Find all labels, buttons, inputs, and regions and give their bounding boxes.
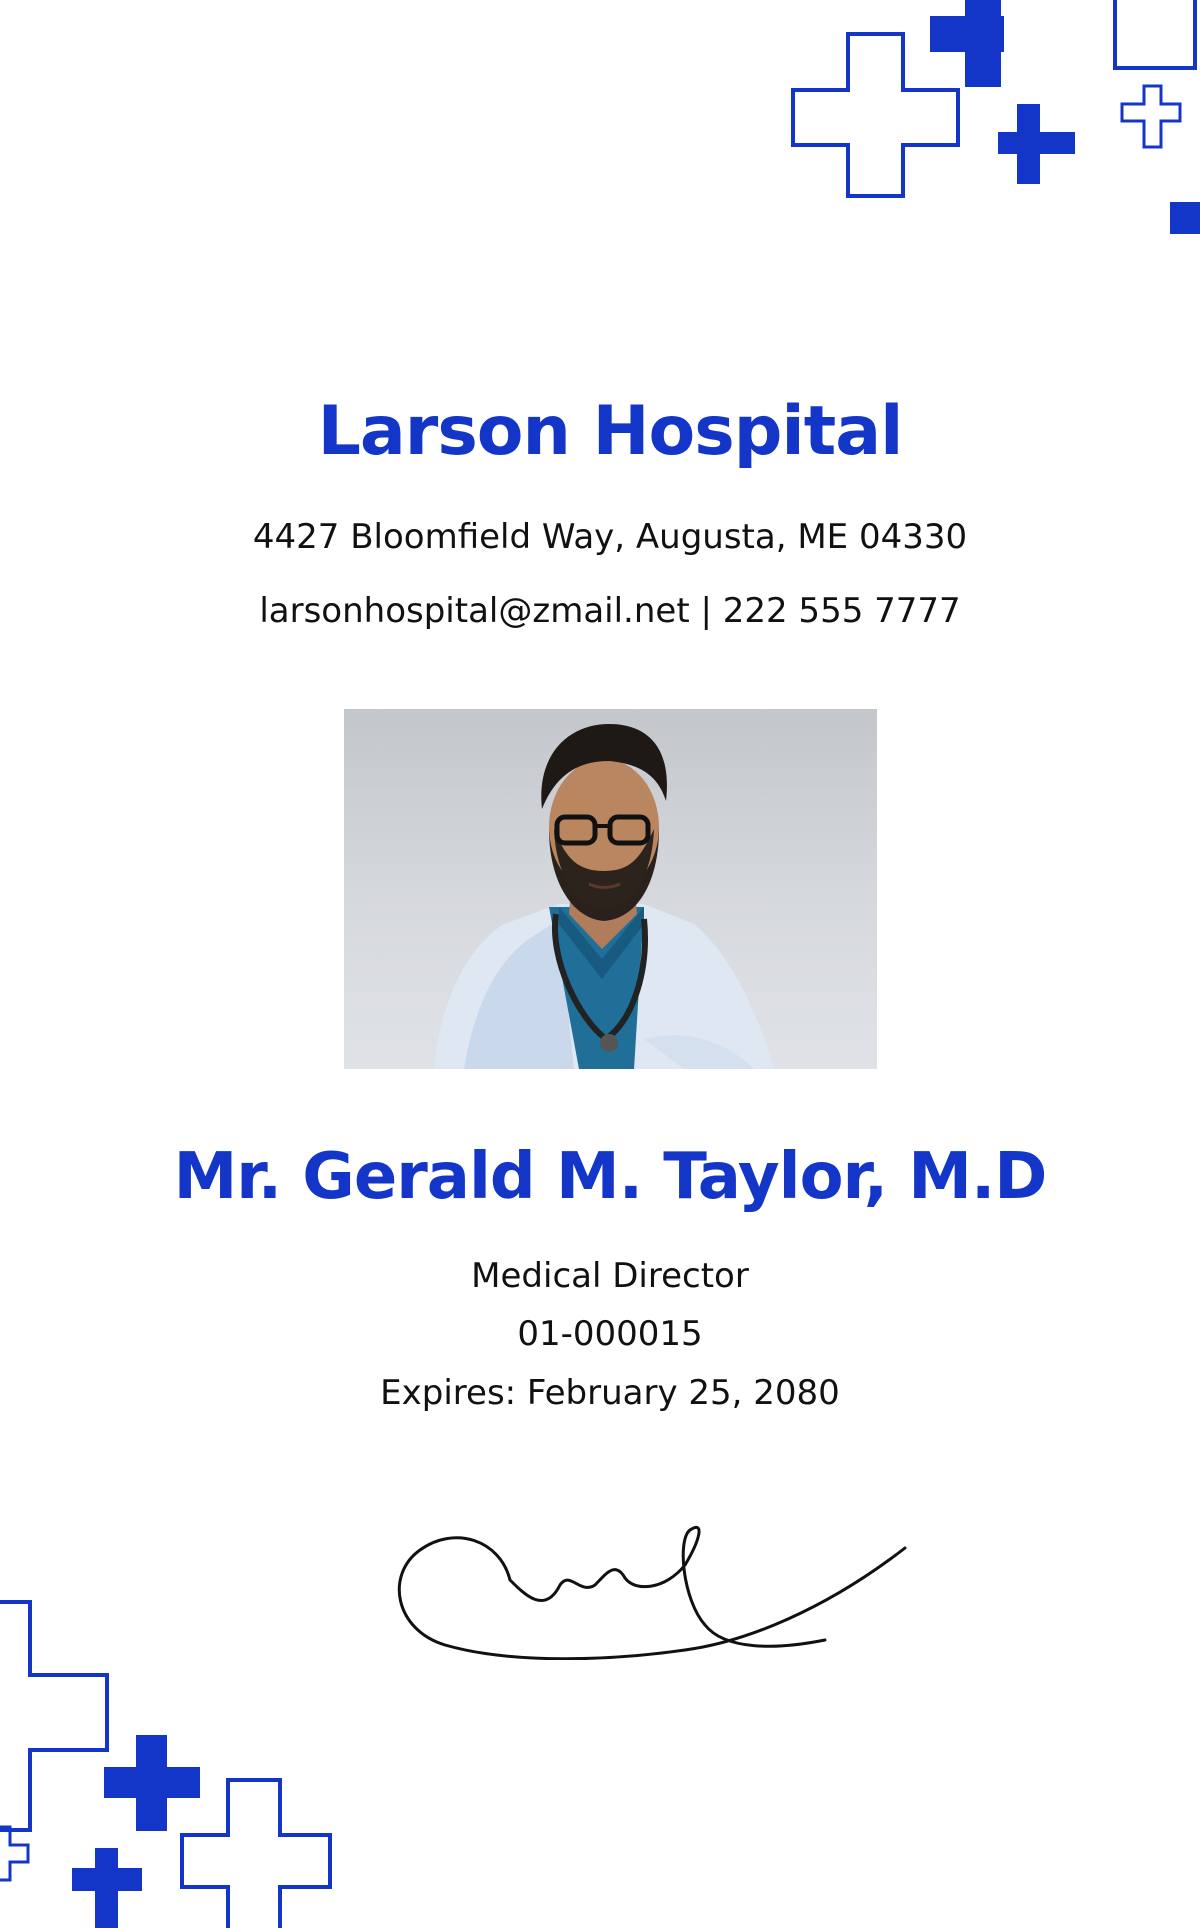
job-title: Medical Director <box>471 1256 749 1296</box>
bottom-left-cross-decoration <box>0 1590 340 1928</box>
hospital-name: Larson Hospital <box>317 392 903 471</box>
signature <box>385 1500 915 1660</box>
hospital-address: 4427 Bloomfield Way, Augusta, ME 04330 <box>252 517 968 557</box>
medical-cross-icon <box>0 1602 107 1830</box>
medical-cross-icon <box>1122 86 1180 147</box>
medical-cross-icon <box>0 1827 28 1880</box>
medical-cross-icon <box>104 1735 200 1831</box>
expiry-date: Expires: February 25, 2080 <box>380 1373 840 1413</box>
id-number: 01-000015 <box>517 1314 703 1354</box>
top-right-cross-decoration <box>780 0 1200 240</box>
medical-cross-icon <box>182 1780 330 1928</box>
medical-cross-icon <box>930 0 1004 87</box>
medical-cross-icon <box>998 104 1075 184</box>
medical-cross-icon <box>72 1848 142 1928</box>
doctor-portrait <box>344 709 877 1069</box>
medical-cross-icon <box>793 34 958 196</box>
doctor-photo <box>344 709 877 1069</box>
outline-frame <box>1115 0 1195 68</box>
solid-square <box>1170 202 1200 234</box>
hospital-contact: larsonhospital@zmail.net | 222 555 7777 <box>259 591 961 631</box>
person-name: Mr. Gerald M. Taylor, M.D <box>173 1140 1047 1214</box>
